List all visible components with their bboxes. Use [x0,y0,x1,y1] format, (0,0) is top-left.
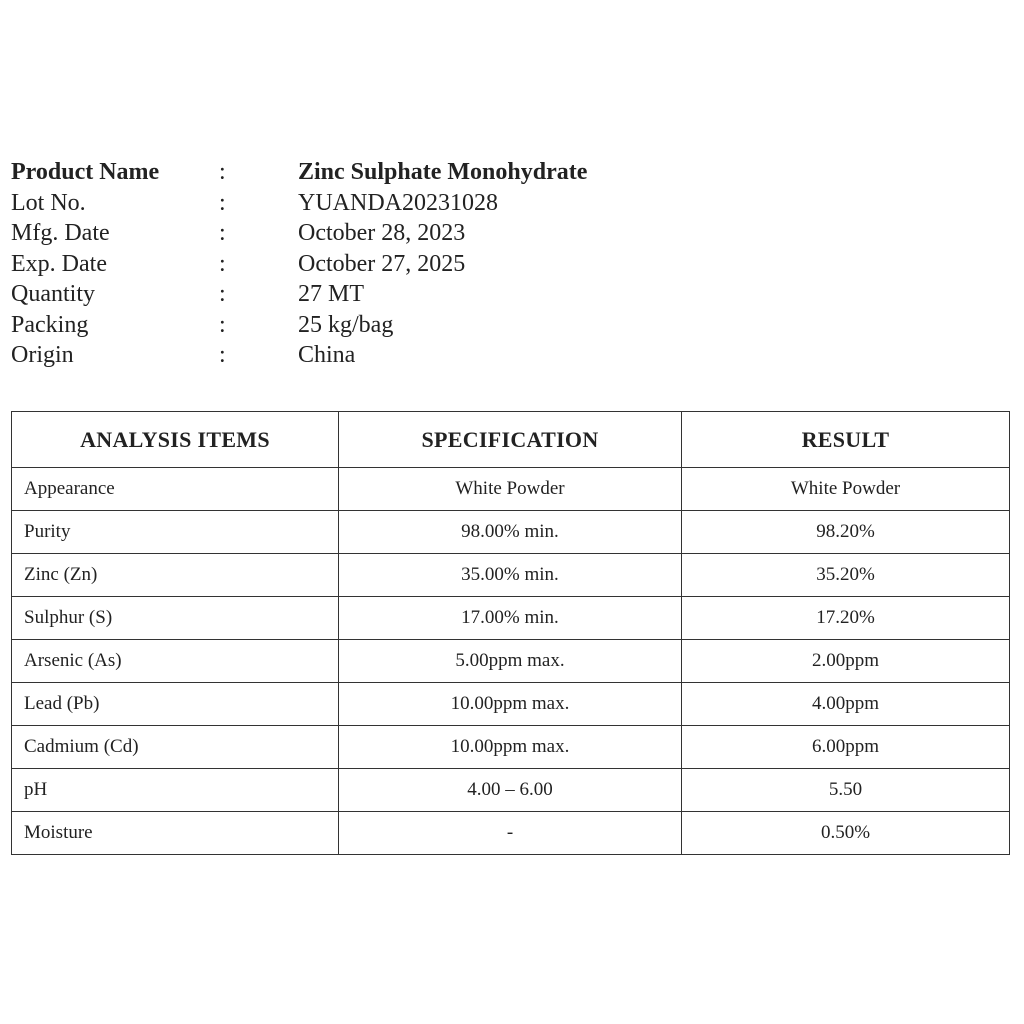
header-specification: SPECIFICATION [339,412,682,468]
info-colon: : [219,281,226,307]
info-label: Product Name [11,159,160,185]
analysis-table [11,411,1010,855]
header-result: RESULT [682,412,1010,468]
table-row [12,597,1010,640]
item-cell: Lead (Pb) [12,683,339,726]
specification-cell: 5.00ppm max. [339,640,682,683]
item-cell: pH [12,769,339,812]
info-colon: : [219,220,226,246]
item-cell: Sulphur (S) [12,597,339,640]
info-row-origin [11,340,731,371]
result-cell: 98.20% [682,511,1010,554]
info-colon: : [219,342,226,368]
specification-cell: 10.00ppm max. [339,726,682,769]
info-row-mfg-date [11,218,731,249]
table-row [12,726,1010,769]
table-row [12,468,1010,511]
info-label: Lot No. [11,189,86,216]
table-row [12,554,1010,597]
result-cell: 6.00ppm [682,726,1010,769]
info-row-packing [11,310,731,341]
item-cell: Cadmium (Cd) [12,726,339,769]
specification-cell: White Powder [339,468,682,511]
table-header-row [12,412,1010,468]
info-label: Quantity [11,281,95,307]
info-colon: : [219,250,226,277]
info-value: China [298,342,356,368]
table-row [12,769,1010,812]
info-row-quantity [11,279,731,310]
specification-cell: - [339,812,682,855]
info-value: October 27, 2025 [298,250,466,277]
info-row-product-name [11,157,731,188]
info-colon: : [219,159,226,185]
info-label: Packing [11,311,89,338]
specification-cell: 10.00ppm max. [339,683,682,726]
item-cell: Arsenic (As) [12,640,339,683]
result-cell: White Powder [682,468,1010,511]
info-label: Origin [11,342,74,368]
header-analysis-items: ANALYSIS ITEMS [12,412,339,468]
info-colon: : [219,311,226,338]
info-value: Zinc Sulphate Monohydrate [298,159,588,185]
info-label: Exp. Date [11,250,107,277]
result-cell: 0.50% [682,812,1010,855]
item-cell: Appearance [12,468,339,511]
result-cell: 5.50 [682,769,1010,812]
info-row-lot-no [11,188,731,219]
info-colon: : [219,189,226,216]
table-row [12,683,1010,726]
table-row [12,511,1010,554]
product-info-block [11,157,731,371]
info-value: 27 MT [298,281,364,307]
result-cell: 17.20% [682,597,1010,640]
item-cell: Moisture [12,812,339,855]
info-value: YUANDA20231028 [298,189,498,216]
result-cell: 2.00ppm [682,640,1010,683]
item-cell: Purity [12,511,339,554]
table-row [12,812,1010,855]
item-cell: Zinc (Zn) [12,554,339,597]
specification-cell: 35.00% min. [339,554,682,597]
specification-cell: 98.00% min. [339,511,682,554]
result-cell: 4.00ppm [682,683,1010,726]
result-cell: 35.20% [682,554,1010,597]
specification-cell: 17.00% min. [339,597,682,640]
info-value: 25 kg/bag [298,311,394,338]
info-label: Mfg. Date [11,220,110,246]
table-row [12,640,1010,683]
info-row-exp-date [11,249,731,280]
info-value: October 28, 2023 [298,220,466,246]
specification-cell: 4.00 – 6.00 [339,769,682,812]
